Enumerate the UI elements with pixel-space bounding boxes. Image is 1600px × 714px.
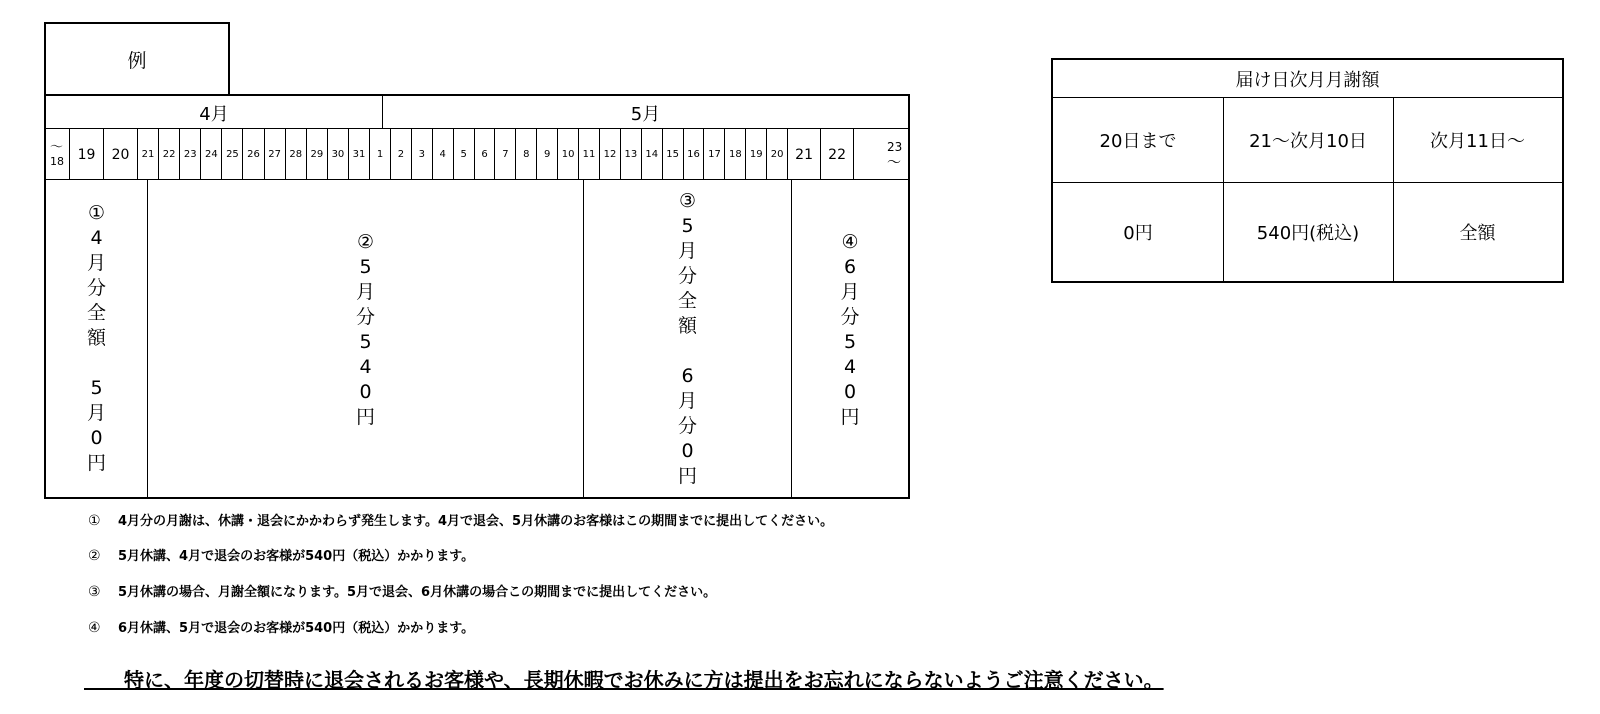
period-row bbox=[46, 180, 908, 497]
day-number: 23 bbox=[887, 139, 903, 154]
day-number: 19 bbox=[749, 149, 763, 160]
day-cell bbox=[496, 129, 517, 180]
example-label: 例 bbox=[127, 50, 147, 72]
day-cell bbox=[391, 129, 412, 180]
month-row bbox=[46, 96, 908, 129]
day-number: 8 bbox=[523, 149, 530, 160]
tilde-glyph: ～ bbox=[50, 139, 64, 155]
day-cell bbox=[180, 129, 201, 180]
day-number: 31 bbox=[352, 149, 366, 160]
period-3-text: ③ 5 月 分 全 額 6 月 分 0 円 bbox=[677, 189, 697, 487]
note-text: 4月分の月謝は、休講・退会にかかわらず発生します。4月で退会、5月休講のお客様はこの期間までに提出してください。 bbox=[118, 514, 834, 529]
day-cell bbox=[767, 129, 788, 180]
day-row bbox=[46, 129, 908, 180]
day-number: 14 bbox=[645, 149, 659, 160]
day-number: 26 bbox=[247, 149, 260, 160]
day-cell-first bbox=[46, 129, 70, 180]
period-2-text: ② 5 月 分 5 4 0 円 bbox=[355, 231, 375, 428]
fee-value-from-11: 全額 bbox=[1459, 222, 1496, 244]
day-number: 10 bbox=[561, 149, 575, 160]
note-text: 5月休講の場合、月謝全額になります。5月で退会、6月休講の場合この期間までに提出してください。 bbox=[118, 585, 717, 600]
day-cell bbox=[222, 129, 243, 180]
day-cell bbox=[104, 129, 138, 180]
fee-header-21-to-10: 21～次月10日 bbox=[1223, 97, 1394, 183]
day-number: 7 bbox=[502, 149, 509, 160]
day-number: 6 bbox=[481, 149, 488, 160]
calendar-table bbox=[44, 94, 910, 499]
note-4 bbox=[88, 617, 474, 636]
day-number: 24 bbox=[204, 149, 218, 160]
day-number: 20 bbox=[770, 149, 784, 160]
note-number: ④ bbox=[88, 620, 101, 636]
day-number: 2 bbox=[397, 149, 405, 160]
period-1-text: ① 4 月 分 全 額 5 月 0 円 bbox=[86, 202, 106, 474]
day-cell bbox=[307, 129, 328, 180]
period-1 bbox=[46, 180, 148, 497]
day-cell-last bbox=[884, 129, 908, 180]
day-cell bbox=[412, 129, 433, 180]
day-cell bbox=[705, 129, 726, 180]
fee-header-from-11: 次月11日～ bbox=[1393, 97, 1562, 183]
day-cell bbox=[265, 129, 286, 180]
day-cell bbox=[579, 129, 600, 180]
note-2 bbox=[88, 545, 474, 564]
day-cell bbox=[138, 129, 159, 180]
note-3 bbox=[88, 581, 716, 600]
note-1 bbox=[88, 510, 833, 529]
day-number: 21 bbox=[141, 149, 155, 160]
note-number: ③ bbox=[88, 584, 101, 600]
day-number: 17 bbox=[708, 149, 721, 160]
day-cell bbox=[642, 129, 663, 180]
day-number: 18 bbox=[728, 149, 742, 160]
period-4-text: ④ 6 月 分 5 4 0 円 bbox=[840, 231, 860, 428]
day-number: 29 bbox=[310, 149, 324, 160]
day-number: 15 bbox=[666, 149, 679, 160]
day-cell bbox=[349, 129, 370, 180]
day-cell bbox=[537, 129, 558, 180]
day-number: 27 bbox=[268, 149, 281, 160]
tilde-glyph: ～ bbox=[887, 154, 901, 171]
day-number: 23 bbox=[183, 149, 197, 160]
day-number: 12 bbox=[603, 149, 617, 160]
day-cell bbox=[454, 129, 475, 180]
footer-notice: 特に、年度の切替時に退会されるお客様や、長期休暇でお休みに方は提出をお忘れにならないようご注意ください。 bbox=[84, 668, 1164, 692]
day-cell bbox=[516, 129, 537, 180]
fee-value-21-to-10: 540円(税込) bbox=[1223, 182, 1394, 281]
example-label-box bbox=[44, 22, 230, 95]
day-cell bbox=[286, 129, 307, 180]
fee-table bbox=[1051, 58, 1564, 283]
day-cell bbox=[621, 129, 642, 180]
period-2 bbox=[148, 180, 584, 497]
day-cell bbox=[370, 129, 391, 180]
fee-table-title: 届け日次月月謝額 bbox=[1053, 60, 1562, 98]
day-cell bbox=[433, 129, 454, 180]
period-4 bbox=[792, 180, 908, 497]
day-number: 21 bbox=[795, 146, 813, 163]
note-text: 5月休講、4月で退会のお客様が540円（税込）かかります。 bbox=[118, 549, 475, 564]
day-number: 16 bbox=[687, 149, 700, 160]
day-cell bbox=[201, 129, 222, 180]
day-cell bbox=[725, 129, 746, 180]
note-number: ① bbox=[88, 513, 101, 529]
day-number: 25 bbox=[226, 149, 239, 160]
month-may: 5月 bbox=[630, 103, 661, 125]
day-cell bbox=[70, 129, 104, 180]
note-text: 6月休講、5月で退会のお客様が540円（税込）かかります。 bbox=[118, 621, 475, 636]
day-cell bbox=[558, 129, 579, 180]
day-number: 22 bbox=[828, 146, 846, 163]
day-number: 13 bbox=[624, 149, 638, 160]
day-number: 3 bbox=[418, 149, 426, 160]
day-number: 11 bbox=[582, 149, 596, 160]
day-number: 1 bbox=[376, 149, 384, 160]
day-cell bbox=[159, 129, 180, 180]
day-number: 5 bbox=[460, 149, 467, 160]
day-cell bbox=[788, 129, 821, 180]
day-number: 20 bbox=[111, 146, 130, 163]
day-cell bbox=[600, 129, 621, 180]
day-number: 30 bbox=[331, 149, 345, 160]
day-number: 18 bbox=[50, 154, 64, 168]
period-3 bbox=[584, 180, 792, 497]
day-cell bbox=[684, 129, 705, 180]
day-cell bbox=[244, 129, 265, 180]
day-cell bbox=[328, 129, 349, 180]
day-number: 19 bbox=[77, 146, 96, 163]
day-cell bbox=[821, 129, 854, 180]
fee-header-until-20: 20日まで bbox=[1053, 97, 1224, 183]
day-number: 9 bbox=[544, 149, 551, 160]
day-number: 22 bbox=[162, 149, 176, 160]
month-april: 4月 bbox=[46, 96, 383, 129]
fee-value-until-20: 0円 bbox=[1053, 182, 1224, 281]
day-cell bbox=[746, 129, 767, 180]
day-cell bbox=[663, 129, 684, 180]
day-number: 4 bbox=[439, 149, 446, 160]
note-number: ② bbox=[88, 548, 101, 564]
day-number: 28 bbox=[289, 149, 303, 160]
day-cell bbox=[475, 129, 496, 180]
